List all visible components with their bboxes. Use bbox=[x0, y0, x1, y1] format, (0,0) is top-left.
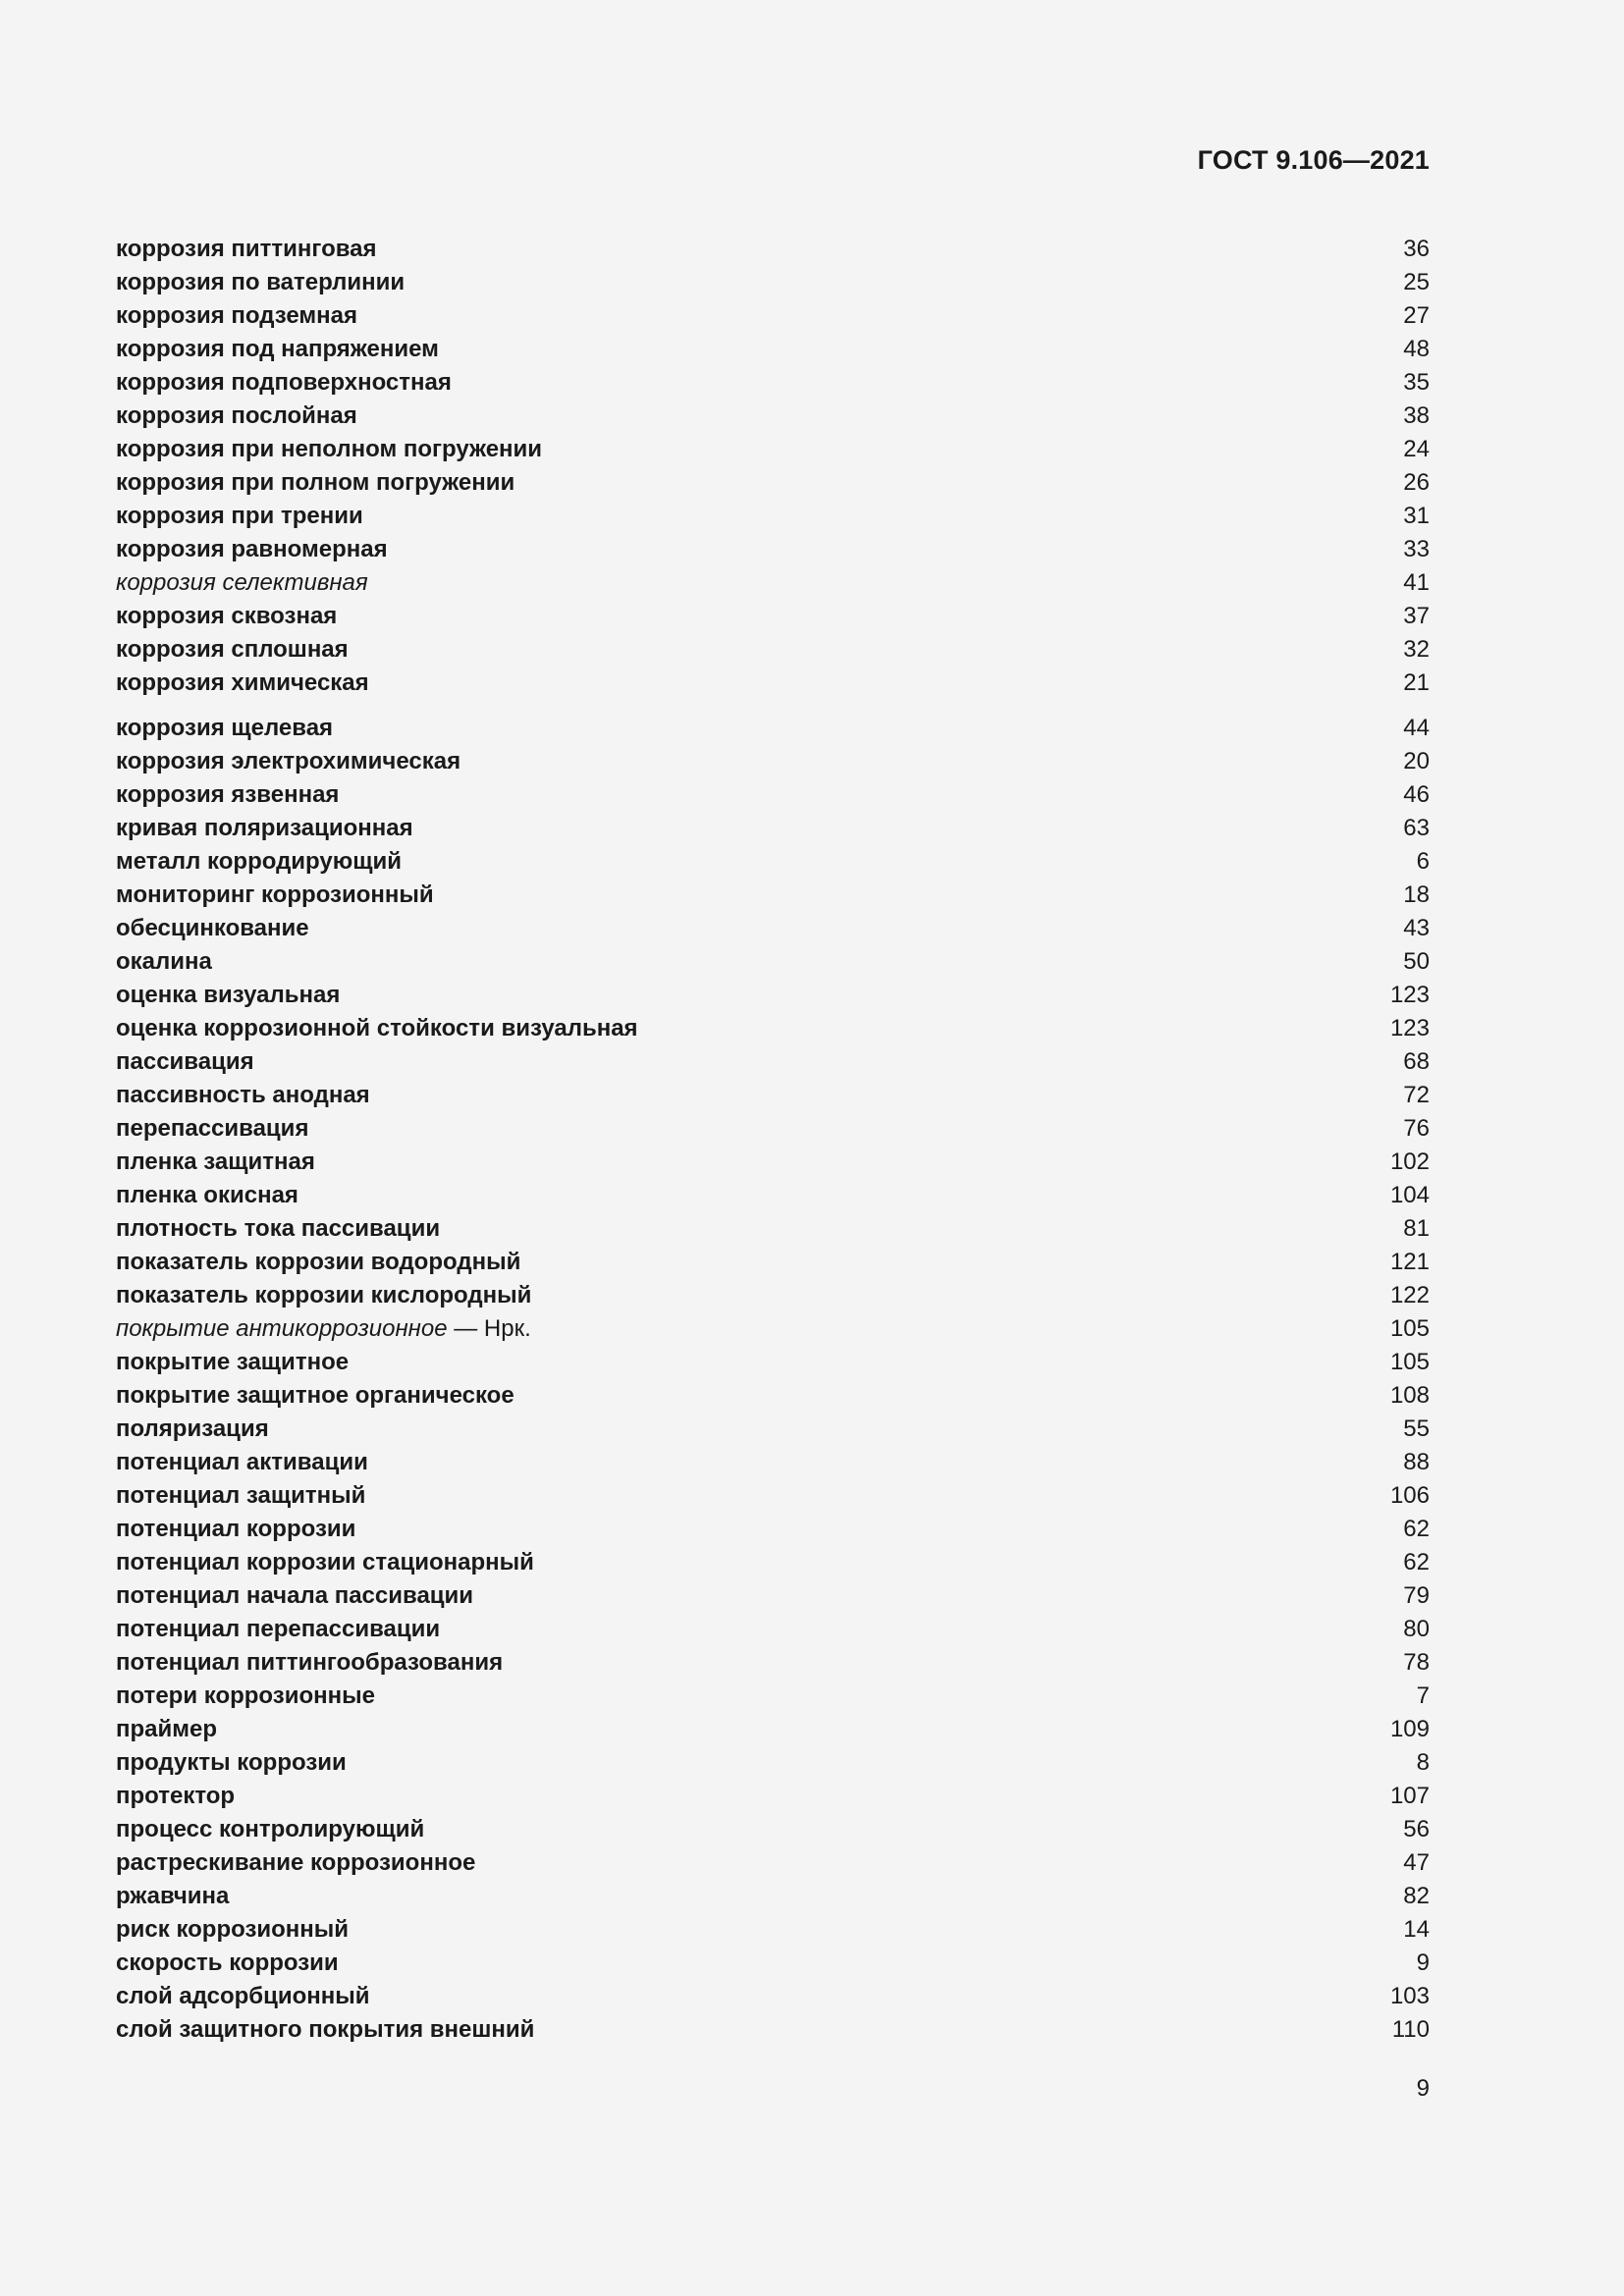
index-entry bbox=[116, 945, 1430, 979]
index-term bbox=[116, 1079, 370, 1112]
index-entry bbox=[116, 366, 1430, 400]
index-term-text: коррозия равномерная bbox=[116, 536, 388, 562]
index-term-text: продукты коррозии bbox=[116, 1749, 347, 1776]
index-term-text: потенциал коррозии bbox=[116, 1516, 356, 1542]
index-term-number: 21 bbox=[1403, 669, 1430, 696]
index-term-number: 33 bbox=[1403, 536, 1430, 562]
index-term-number: 88 bbox=[1403, 1449, 1430, 1475]
index-term-text: протектор bbox=[116, 1783, 236, 1809]
index-entry bbox=[116, 1646, 1430, 1680]
index-term-number: 122 bbox=[1389, 1282, 1430, 1308]
index-term-number: 102 bbox=[1389, 1148, 1430, 1175]
index-term bbox=[116, 333, 439, 366]
index-term bbox=[116, 1680, 375, 1713]
index-term-text: потенциал перепассивации bbox=[116, 1616, 441, 1642]
index-term-number: 62 bbox=[1403, 1549, 1430, 1575]
index-term bbox=[116, 433, 542, 466]
index-term-number: 24 bbox=[1403, 436, 1430, 462]
index-entry bbox=[116, 1947, 1430, 1980]
index-term bbox=[116, 1446, 368, 1479]
index-term bbox=[116, 1279, 531, 1312]
index-term-text: коррозия питтинговая bbox=[116, 236, 377, 262]
index-term-text: коррозия селективная bbox=[116, 569, 368, 596]
index-entry bbox=[116, 1579, 1430, 1613]
index-term bbox=[116, 712, 333, 745]
index-entry bbox=[116, 667, 1430, 700]
index-entry bbox=[116, 1479, 1430, 1513]
index-entry bbox=[116, 979, 1430, 1012]
index-term-text: кривая поляризационная bbox=[116, 815, 413, 841]
index-entry bbox=[116, 333, 1430, 366]
index-term-number: 37 bbox=[1403, 603, 1430, 629]
index-entry bbox=[116, 433, 1430, 466]
index-term-number: 123 bbox=[1389, 1015, 1430, 1041]
index-term bbox=[116, 1947, 339, 1980]
index-term-number: 25 bbox=[1403, 269, 1430, 295]
index-term-number: 20 bbox=[1403, 748, 1430, 774]
index-term bbox=[116, 2013, 534, 2047]
index-term bbox=[116, 1579, 473, 1613]
index-term-number: 8 bbox=[1416, 1749, 1430, 1776]
index-entry bbox=[116, 1913, 1430, 1947]
index-term-number: 43 bbox=[1403, 915, 1430, 941]
index-term-text: слой защитного покрытия внешний bbox=[116, 2016, 535, 2043]
index-entry bbox=[116, 566, 1430, 600]
index-entry bbox=[116, 1012, 1430, 1045]
index-entry bbox=[116, 1146, 1430, 1179]
index-term-text: процесс контролирующий bbox=[116, 1816, 425, 1842]
index-entry bbox=[116, 879, 1430, 912]
index-term-number: 106 bbox=[1389, 1482, 1430, 1509]
index-term bbox=[116, 667, 369, 700]
index-entry bbox=[116, 1379, 1430, 1413]
index-term-text: пленка защитная bbox=[116, 1148, 315, 1175]
index-term bbox=[116, 1980, 370, 2013]
index-entry bbox=[116, 1212, 1430, 1246]
index-term bbox=[116, 1913, 349, 1947]
index-entry bbox=[116, 1980, 1430, 2013]
index-entry bbox=[116, 1246, 1430, 1279]
index-entry bbox=[116, 1713, 1430, 1746]
index-term-text: праймер bbox=[116, 1716, 218, 1742]
index-entry bbox=[116, 845, 1430, 879]
index-entry bbox=[116, 2013, 1430, 2047]
index-term-number: 26 bbox=[1403, 469, 1430, 496]
index-term bbox=[116, 600, 337, 633]
index-term-text: коррозия сплошная bbox=[116, 636, 349, 663]
index-term-text: пассивность анодная bbox=[116, 1082, 370, 1108]
index-term-text: пассивация bbox=[116, 1048, 254, 1075]
index-term bbox=[116, 979, 340, 1012]
index-term-text: коррозия сквозная bbox=[116, 603, 338, 629]
index-term-number: 76 bbox=[1403, 1115, 1430, 1142]
index-entry bbox=[116, 266, 1430, 299]
index-term-number: 18 bbox=[1403, 881, 1430, 908]
index-term-number: 104 bbox=[1389, 1182, 1430, 1208]
index-term bbox=[116, 1613, 440, 1646]
index-term-number: 109 bbox=[1389, 1716, 1430, 1742]
index-term-number: 47 bbox=[1403, 1849, 1430, 1876]
index-term-text: коррозия при полном погружении bbox=[116, 469, 515, 496]
index-term bbox=[116, 1846, 475, 1880]
index-term-number: 79 bbox=[1403, 1582, 1430, 1609]
index-term-text: покрытие защитное органическое bbox=[116, 1382, 514, 1409]
index-term bbox=[116, 466, 514, 500]
index-term bbox=[116, 1379, 514, 1413]
index-entry bbox=[116, 1346, 1430, 1379]
index-entry bbox=[116, 500, 1430, 533]
index-term bbox=[116, 1713, 217, 1746]
index-entry bbox=[116, 1446, 1430, 1479]
index-term-number: 31 bbox=[1403, 503, 1430, 529]
index-term bbox=[116, 812, 413, 845]
index-entry bbox=[116, 745, 1430, 778]
index-term-number: 82 bbox=[1403, 1883, 1430, 1909]
index-term-text: коррозия щелевая bbox=[116, 715, 334, 741]
index-term-text: коррозия под напряжением bbox=[116, 336, 439, 362]
index-entry bbox=[116, 1746, 1430, 1780]
index-term-number: 41 bbox=[1403, 569, 1430, 596]
index-entry bbox=[116, 1312, 1430, 1346]
index-term-number: 121 bbox=[1389, 1249, 1430, 1275]
index-term-text: коррозия по ватерлинии bbox=[116, 269, 406, 295]
index-term-number: 50 bbox=[1403, 948, 1430, 975]
index-term-text: поляризация bbox=[116, 1415, 269, 1442]
index-term-text: потенциал активации bbox=[116, 1449, 368, 1475]
index-term-note: — Нрк. bbox=[447, 1315, 531, 1342]
index-entry bbox=[116, 1079, 1430, 1112]
index-term-number: 62 bbox=[1403, 1516, 1430, 1542]
index-term-text: перепассивация bbox=[116, 1115, 309, 1142]
index-term bbox=[116, 533, 388, 566]
index-term-text: коррозия подповерхностная bbox=[116, 369, 452, 396]
index-term bbox=[116, 845, 402, 879]
index-term bbox=[116, 1413, 269, 1446]
index-term bbox=[116, 945, 212, 979]
index-term-number: 72 bbox=[1403, 1082, 1430, 1108]
index-entry bbox=[116, 1780, 1430, 1813]
index-term bbox=[116, 1045, 254, 1079]
index-term-text: коррозия язвенная bbox=[116, 781, 340, 808]
index-term-number: 48 bbox=[1403, 336, 1430, 362]
index-term-number: 14 bbox=[1403, 1916, 1430, 1943]
index-entry bbox=[116, 712, 1430, 745]
index-term-number: 6 bbox=[1416, 848, 1430, 875]
index-term bbox=[116, 745, 460, 778]
index-term-text: коррозия химическая bbox=[116, 669, 369, 696]
index-term bbox=[116, 1813, 424, 1846]
index-entry bbox=[116, 912, 1430, 945]
index-term bbox=[116, 778, 339, 812]
index-term-text: металл корродирующий bbox=[116, 848, 402, 875]
index-term-text: ржавчина bbox=[116, 1883, 230, 1909]
index-term-text: пленка окисная bbox=[116, 1182, 298, 1208]
index-entry bbox=[116, 600, 1430, 633]
index-entry bbox=[116, 1846, 1430, 1880]
index-term-text: покрытие антикоррозионное bbox=[116, 1315, 448, 1342]
index-entry bbox=[116, 1413, 1430, 1446]
index-term-number: 81 bbox=[1403, 1215, 1430, 1242]
index-term-number: 56 bbox=[1403, 1816, 1430, 1842]
index-term bbox=[116, 912, 309, 945]
index-term-number: 63 bbox=[1403, 815, 1430, 841]
index-term bbox=[116, 879, 434, 912]
index-term-number: 36 bbox=[1403, 236, 1430, 262]
index-term-text: обесцинкование bbox=[116, 915, 309, 941]
index-term-text: показатель коррозии кислородный bbox=[116, 1282, 532, 1308]
index-term bbox=[116, 500, 363, 533]
index-term-text: коррозия электрохимическая bbox=[116, 748, 461, 774]
index-term-text: оценка коррозионной стойкости визуальная bbox=[116, 1015, 638, 1041]
index-term bbox=[116, 1880, 229, 1913]
index-term bbox=[116, 633, 349, 667]
index-term-number: 105 bbox=[1389, 1349, 1430, 1375]
index-term-number: 9 bbox=[1416, 1949, 1430, 1976]
index-term-number: 27 bbox=[1403, 302, 1430, 329]
index-term bbox=[116, 1312, 531, 1346]
index-entry bbox=[116, 1680, 1430, 1713]
index-term bbox=[116, 299, 357, 333]
index-entry bbox=[116, 1546, 1430, 1579]
index-term-number: 32 bbox=[1403, 636, 1430, 663]
index-term-number: 107 bbox=[1389, 1783, 1430, 1809]
index-entry bbox=[116, 1045, 1430, 1079]
index-entry bbox=[116, 1813, 1430, 1846]
index-term-number: 68 bbox=[1403, 1048, 1430, 1075]
index-entry bbox=[116, 1513, 1430, 1546]
index-term-text: растрескивание коррозионное bbox=[116, 1849, 476, 1876]
index-term-number: 35 bbox=[1403, 369, 1430, 396]
index-term bbox=[116, 1012, 638, 1045]
index-term-text: коррозия при трении bbox=[116, 503, 363, 529]
index-entry bbox=[116, 466, 1430, 500]
index-term bbox=[116, 1146, 315, 1179]
index-term-text: коррозия послойная bbox=[116, 402, 357, 429]
index-term-text: мониторинг коррозионный bbox=[116, 881, 434, 908]
index-term bbox=[116, 1780, 235, 1813]
alphabetical-index bbox=[116, 233, 1430, 2047]
index-term bbox=[116, 1646, 503, 1680]
index-term bbox=[116, 400, 357, 433]
index-term-text: покрытие защитное bbox=[116, 1349, 350, 1375]
index-term-number: 105 bbox=[1389, 1315, 1430, 1342]
index-term bbox=[116, 1212, 440, 1246]
index-entry bbox=[116, 233, 1430, 266]
index-term bbox=[116, 1546, 534, 1579]
index-term bbox=[116, 1346, 349, 1379]
index-entry bbox=[116, 633, 1430, 667]
index-term-text: слой адсорбционный bbox=[116, 1983, 370, 2009]
document-header: ГОСТ 9.106—2021 bbox=[1197, 145, 1430, 175]
index-term bbox=[116, 266, 405, 299]
index-term-number: 123 bbox=[1389, 982, 1430, 1008]
index-term-number: 46 bbox=[1403, 781, 1430, 808]
index-term bbox=[116, 1479, 365, 1513]
index-term bbox=[116, 1112, 308, 1146]
index-term bbox=[116, 566, 368, 600]
index-term bbox=[116, 1246, 520, 1279]
index-term bbox=[116, 1179, 298, 1212]
index-term-text: показатель коррозии водородный bbox=[116, 1249, 521, 1275]
index-term bbox=[116, 1746, 347, 1780]
index-entry bbox=[116, 533, 1430, 566]
index-entry bbox=[116, 299, 1430, 333]
index-term-text: окалина bbox=[116, 948, 212, 975]
index-term-text: скорость коррозии bbox=[116, 1949, 339, 1976]
index-term bbox=[116, 233, 377, 266]
index-entry bbox=[116, 778, 1430, 812]
index-term-text: оценка визуальная bbox=[116, 982, 341, 1008]
index-entry bbox=[116, 1179, 1430, 1212]
index-term-text: коррозия подземная bbox=[116, 302, 357, 329]
page-number: 9 bbox=[1416, 2075, 1430, 2102]
index-term-text: потенциал защитный bbox=[116, 1482, 366, 1509]
index-term-text: потенциал начала пассивации bbox=[116, 1582, 474, 1609]
index-term-number: 103 bbox=[1389, 1983, 1430, 2009]
index-entry bbox=[116, 1112, 1430, 1146]
index-term bbox=[116, 366, 452, 400]
index-entry bbox=[116, 1613, 1430, 1646]
index-entry bbox=[116, 812, 1430, 845]
index-term-number: 38 bbox=[1403, 402, 1430, 429]
index-term-text: плотность тока пассивации bbox=[116, 1215, 441, 1242]
index-term-text: риск коррозионный bbox=[116, 1916, 350, 1943]
index-term-number: 7 bbox=[1416, 1682, 1430, 1709]
index-term-text: потери коррозионные bbox=[116, 1682, 375, 1709]
index-term-text: коррозия при неполном погружении bbox=[116, 436, 543, 462]
index-term-text: потенциал коррозии стационарный bbox=[116, 1549, 534, 1575]
index-term-number: 108 bbox=[1389, 1382, 1430, 1409]
index-term-text: потенциал питтингообразования bbox=[116, 1649, 504, 1676]
index-term-number: 110 bbox=[1391, 2016, 1430, 2043]
index-term-number: 80 bbox=[1403, 1616, 1430, 1642]
index-term-number: 78 bbox=[1403, 1649, 1430, 1676]
index-term bbox=[116, 1513, 355, 1546]
index-term-number: 44 bbox=[1403, 715, 1430, 741]
index-entry bbox=[116, 1279, 1430, 1312]
index-entry bbox=[116, 400, 1430, 433]
index-term-number: 55 bbox=[1403, 1415, 1430, 1442]
index-entry bbox=[116, 1880, 1430, 1913]
